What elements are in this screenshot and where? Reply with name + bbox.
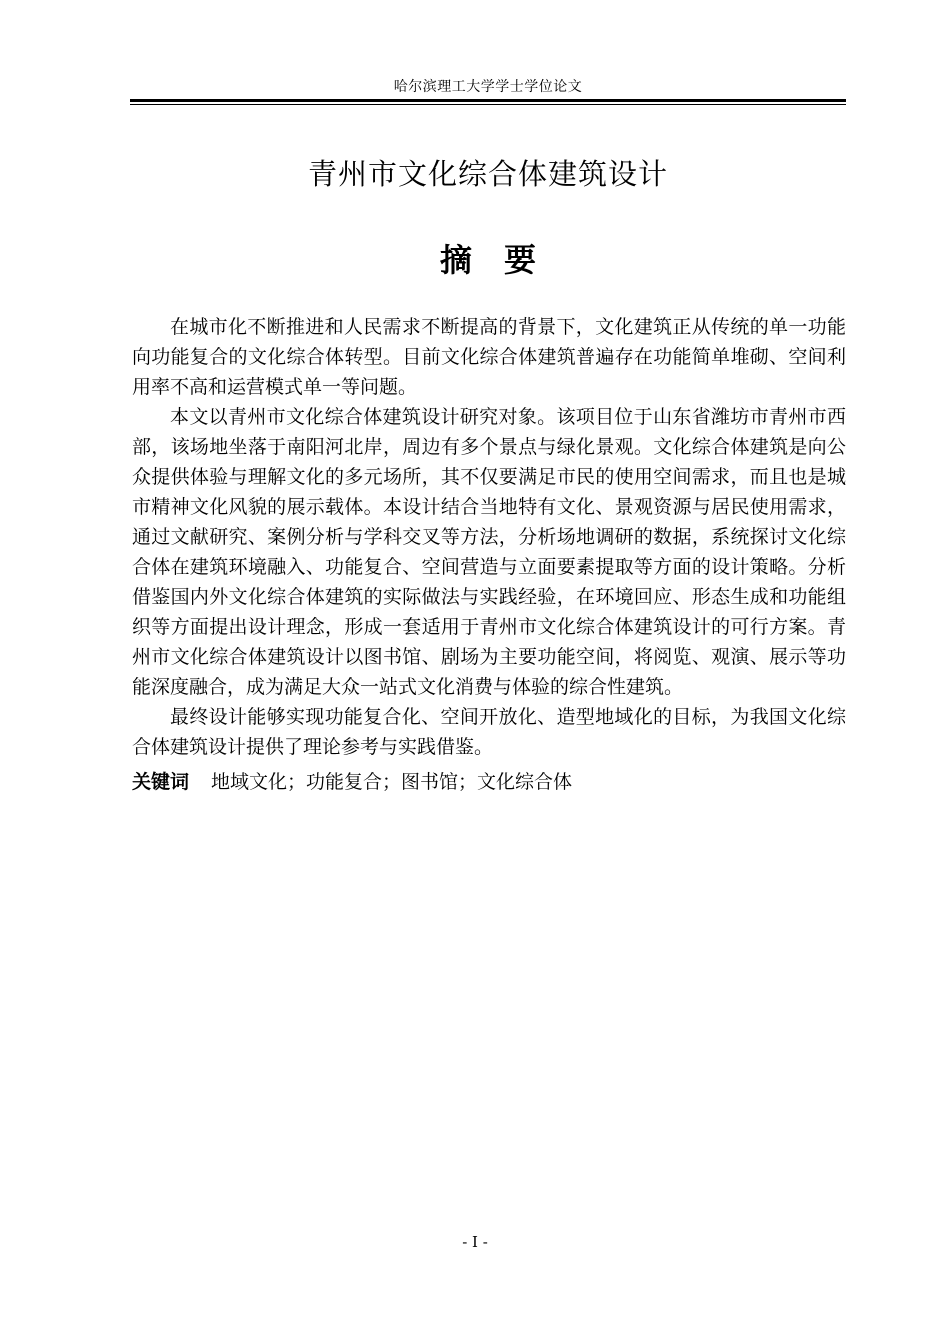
keywords-text: 地域文化；功能复合；图书馆；文化综合体	[211, 771, 573, 793]
abstract-paragraph-3: 最终设计能够实现功能复合化、空间开放化、造型地域化的目标，为我国文化综合体建筑设计提供了理论参考与实践借鉴。	[132, 706, 846, 758]
abstract-heading: 摘 要	[439, 241, 536, 279]
document-title: 青州市文化综合体建筑设计	[307, 157, 668, 191]
keywords-line	[132, 767, 846, 797]
abstract-paragraph-2: 本文以青州市文化综合体建筑设计研究对象。该项目位于山东省潍坊市青州市西部，该场地坐落于南阳河北岸，周边有多个景点与绿化景观。文化综合体建筑是向公众提供体验与理解文化的多元场所，其不仅要满足市民的使用空间需求，而且也是城市精神文化风貌的展示载体。本设计结合当地特有文化、景观资源与居民使用需求，通过文献研究、案例分析与学科交叉等方法，分析场地调研的数据，系统探讨文化综合体在建筑环境融入、功能复合、空间营造与立面要素提取等方面的设计策略。分析借鉴国内外文化综合体建筑的实际做法与实践经验，在环境回应、形态生成和功能组织等方面提出设计理念，形成一套适用于青州市文化综合体建筑设计的可行方案。青州市文化综合体建筑设计以图书馆、剧场为主要功能空间，将阅览、观演、展示等功能深度融合，成为满足大众一站式文化消费与体验的综合性建筑。	[132, 406, 846, 698]
abstract-body	[132, 312, 846, 762]
page-number: - I -	[462, 1233, 488, 1251]
keywords-label: 关键词	[132, 771, 190, 793]
header-rule-thick	[130, 99, 846, 102]
running-header: 哈尔滨理工大学学士学位论文	[393, 79, 583, 95]
header-rule-thin	[130, 104, 846, 105]
abstract-paragraph-1: 在城市化不断推进和人民需求不断提高的背景下，文化建筑正从传统的单一功能向功能复合的文化综合体转型。目前文化综合体建筑普遍存在功能简单堆砌、空间利用率不高和运营模式单一等问题。	[132, 316, 846, 398]
